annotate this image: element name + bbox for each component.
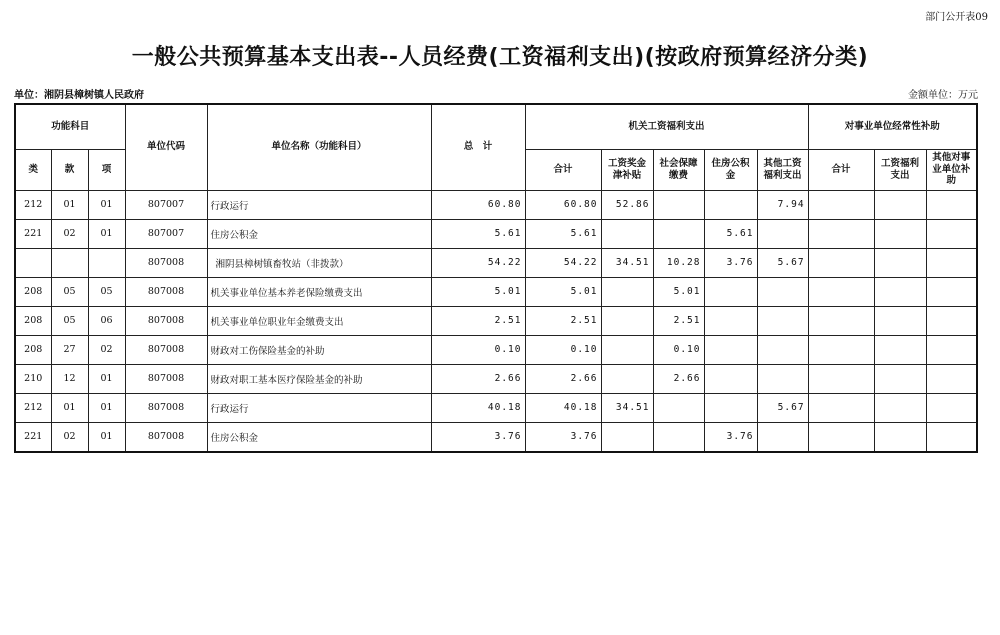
unit-code-cell: 807008 bbox=[125, 335, 207, 364]
public-salary-cell bbox=[874, 422, 926, 452]
agency-bonus-cell bbox=[601, 306, 653, 335]
public-other-cell bbox=[926, 306, 977, 335]
public-other-cell bbox=[926, 219, 977, 248]
unit-code-cell: 807008 bbox=[125, 422, 207, 452]
unit-code-cell: 807008 bbox=[125, 306, 207, 335]
header-public-other: 其他对事业单位补助 bbox=[926, 149, 977, 190]
agency-other-cell bbox=[757, 335, 808, 364]
header-agency-total: 合计 bbox=[525, 149, 601, 190]
unit-code-cell: 807007 bbox=[125, 219, 207, 248]
section-cell: 05 bbox=[51, 306, 88, 335]
category-cell: 221 bbox=[15, 219, 51, 248]
public-other-cell bbox=[926, 190, 977, 219]
agency-housing-cell bbox=[704, 364, 757, 393]
table-row bbox=[15, 422, 977, 452]
unit-code-cell: 807008 bbox=[125, 393, 207, 422]
agency-social-cell: 5.01 bbox=[653, 277, 704, 306]
public-total-cell bbox=[808, 190, 874, 219]
header-func-subject: 功能科目 bbox=[15, 104, 125, 149]
public-other-cell bbox=[926, 248, 977, 277]
agency-housing-cell bbox=[704, 190, 757, 219]
agency-housing-cell: 3.76 bbox=[704, 248, 757, 277]
category-cell bbox=[15, 248, 51, 277]
public-other-cell bbox=[926, 335, 977, 364]
total-cell: 0.10 bbox=[431, 335, 525, 364]
item-cell: 06 bbox=[88, 306, 125, 335]
agency-total-cell: 40.18 bbox=[525, 393, 601, 422]
public-salary-cell bbox=[874, 335, 926, 364]
unit-name-cell: 住房公积金 bbox=[207, 219, 431, 248]
public-salary-cell bbox=[874, 190, 926, 219]
public-other-cell bbox=[926, 277, 977, 306]
table-row bbox=[15, 277, 977, 306]
item-cell: 01 bbox=[88, 219, 125, 248]
total-cell: 2.66 bbox=[431, 364, 525, 393]
item-cell: 01 bbox=[88, 190, 125, 219]
agency-total-cell: 5.01 bbox=[525, 277, 601, 306]
public-total-cell bbox=[808, 364, 874, 393]
header-public-salary: 工资福利支出 bbox=[874, 149, 926, 190]
public-total-cell bbox=[808, 306, 874, 335]
item-cell: 05 bbox=[88, 277, 125, 306]
header-unit-code: 单位代码 bbox=[125, 104, 207, 190]
agency-other-cell: 7.94 bbox=[757, 190, 808, 219]
unit-name-cell: 财政对职工基本医疗保险基金的补助 bbox=[207, 364, 431, 393]
total-cell: 3.76 bbox=[431, 422, 525, 452]
public-salary-cell bbox=[874, 219, 926, 248]
item-cell: 01 bbox=[88, 393, 125, 422]
category-cell: 212 bbox=[15, 393, 51, 422]
unit-code-cell: 807008 bbox=[125, 277, 207, 306]
table-row bbox=[15, 248, 977, 277]
agency-bonus-cell bbox=[601, 422, 653, 452]
agency-social-cell bbox=[653, 393, 704, 422]
public-total-cell bbox=[808, 422, 874, 452]
category-cell: 208 bbox=[15, 306, 51, 335]
agency-other-cell bbox=[757, 306, 808, 335]
agency-other-cell bbox=[757, 364, 808, 393]
agency-total-cell: 3.76 bbox=[525, 422, 601, 452]
total-cell: 5.61 bbox=[431, 219, 525, 248]
header-unit-name: 单位名称（功能科目） bbox=[207, 104, 431, 190]
agency-other-cell: 5.67 bbox=[757, 248, 808, 277]
header-total: 总 计 bbox=[431, 104, 525, 190]
agency-social-cell: 2.66 bbox=[653, 364, 704, 393]
section-cell: 05 bbox=[51, 277, 88, 306]
header-agency-bonus: 工资奖金津补贴 bbox=[601, 149, 653, 190]
public-salary-cell bbox=[874, 364, 926, 393]
public-other-cell bbox=[926, 393, 977, 422]
header-kuan: 款 bbox=[51, 149, 88, 190]
header-agency-other: 其他工资福利支出 bbox=[757, 149, 808, 190]
header-agency-housing: 住房公积金 bbox=[704, 149, 757, 190]
section-cell: 02 bbox=[51, 422, 88, 452]
agency-social-cell: 10.28 bbox=[653, 248, 704, 277]
agency-housing-cell bbox=[704, 393, 757, 422]
unit-name-cell: 财政对工伤保险基金的补助 bbox=[207, 335, 431, 364]
agency-other-cell bbox=[757, 422, 808, 452]
agency-bonus-cell bbox=[601, 277, 653, 306]
agency-total-cell: 2.66 bbox=[525, 364, 601, 393]
unit-name-cell: 湘阴县樟树镇畜牧站（非拨款） bbox=[207, 248, 431, 277]
table-row bbox=[15, 393, 977, 422]
item-cell: 01 bbox=[88, 422, 125, 452]
agency-total-cell: 60.80 bbox=[525, 190, 601, 219]
public-total-cell bbox=[808, 393, 874, 422]
section-cell: 02 bbox=[51, 219, 88, 248]
item-cell: 02 bbox=[88, 335, 125, 364]
agency-bonus-cell: 34.51 bbox=[601, 393, 653, 422]
agency-bonus-cell: 52.86 bbox=[601, 190, 653, 219]
table-row bbox=[15, 306, 977, 335]
agency-total-cell: 2.51 bbox=[525, 306, 601, 335]
agency-bonus-cell bbox=[601, 219, 653, 248]
item-cell: 01 bbox=[88, 364, 125, 393]
public-other-cell bbox=[926, 422, 977, 452]
agency-total-cell: 0.10 bbox=[525, 335, 601, 364]
table-row bbox=[15, 219, 977, 248]
table-body bbox=[15, 190, 977, 452]
category-cell: 210 bbox=[15, 364, 51, 393]
agency-housing-cell: 3.76 bbox=[704, 422, 757, 452]
total-cell: 2.51 bbox=[431, 306, 525, 335]
agency-bonus-cell: 34.51 bbox=[601, 248, 653, 277]
agency-social-cell bbox=[653, 422, 704, 452]
agency-social-cell: 0.10 bbox=[653, 335, 704, 364]
agency-social-cell: 2.51 bbox=[653, 306, 704, 335]
form-code: 部门公开表09 bbox=[925, 12, 988, 23]
agency-total-cell: 54.22 bbox=[525, 248, 601, 277]
header-group-agency: 机关工资福利支出 bbox=[525, 104, 808, 149]
public-salary-cell bbox=[874, 248, 926, 277]
agency-bonus-cell bbox=[601, 364, 653, 393]
total-cell: 5.01 bbox=[431, 277, 525, 306]
agency-other-cell bbox=[757, 277, 808, 306]
agency-housing-cell bbox=[704, 335, 757, 364]
section-cell: 12 bbox=[51, 364, 88, 393]
agency-housing-cell bbox=[704, 306, 757, 335]
unit-label: 单位：湘阴县樟树镇人民政府 bbox=[14, 90, 144, 101]
header-xiang: 项 bbox=[88, 149, 125, 190]
public-total-cell bbox=[808, 277, 874, 306]
agency-bonus-cell bbox=[601, 335, 653, 364]
agency-total-cell: 5.61 bbox=[525, 219, 601, 248]
unit-name-cell: 机关事业单位基本养老保险缴费支出 bbox=[207, 277, 431, 306]
public-total-cell bbox=[808, 248, 874, 277]
page-title: 一般公共预算基本支出表--人员经费(工资福利支出)(按政府预算经济分类) bbox=[131, 45, 869, 70]
total-cell: 40.18 bbox=[431, 393, 525, 422]
header-lei: 类 bbox=[15, 149, 51, 190]
public-salary-cell bbox=[874, 393, 926, 422]
header-agency-social: 社会保障缴费 bbox=[653, 149, 704, 190]
category-cell: 212 bbox=[15, 190, 51, 219]
agency-other-cell: 5.67 bbox=[757, 393, 808, 422]
table-row bbox=[15, 335, 977, 364]
section-cell: 01 bbox=[51, 190, 88, 219]
table-header bbox=[15, 104, 977, 190]
section-cell: 01 bbox=[51, 393, 88, 422]
amount-unit-label: 金额单位：万元 bbox=[908, 90, 978, 101]
header-public-total: 合计 bbox=[808, 149, 874, 190]
item-cell bbox=[88, 248, 125, 277]
agency-housing-cell bbox=[704, 277, 757, 306]
agency-social-cell bbox=[653, 190, 704, 219]
unit-name-cell: 行政运行 bbox=[207, 190, 431, 219]
table-row bbox=[15, 190, 977, 219]
total-cell: 54.22 bbox=[431, 248, 525, 277]
agency-other-cell bbox=[757, 219, 808, 248]
table-row bbox=[15, 364, 977, 393]
unit-code-cell: 807008 bbox=[125, 364, 207, 393]
total-cell: 60.80 bbox=[431, 190, 525, 219]
unit-name-cell: 住房公积金 bbox=[207, 422, 431, 452]
public-salary-cell bbox=[874, 306, 926, 335]
section-cell: 27 bbox=[51, 335, 88, 364]
unit-name-cell: 机关事业单位职业年金缴费支出 bbox=[207, 306, 431, 335]
public-total-cell bbox=[808, 219, 874, 248]
public-other-cell bbox=[926, 364, 977, 393]
public-total-cell bbox=[808, 335, 874, 364]
unit-name-cell: 行政运行 bbox=[207, 393, 431, 422]
header-group-public: 对事业单位经常性补助 bbox=[808, 104, 977, 149]
budget-table bbox=[14, 103, 978, 453]
unit-code-cell: 807007 bbox=[125, 190, 207, 219]
category-cell: 208 bbox=[15, 277, 51, 306]
agency-social-cell bbox=[653, 219, 704, 248]
category-cell: 208 bbox=[15, 335, 51, 364]
unit-code-cell: 807008 bbox=[125, 248, 207, 277]
public-salary-cell bbox=[874, 277, 926, 306]
agency-housing-cell: 5.61 bbox=[704, 219, 757, 248]
category-cell: 221 bbox=[15, 422, 51, 452]
section-cell bbox=[51, 248, 88, 277]
